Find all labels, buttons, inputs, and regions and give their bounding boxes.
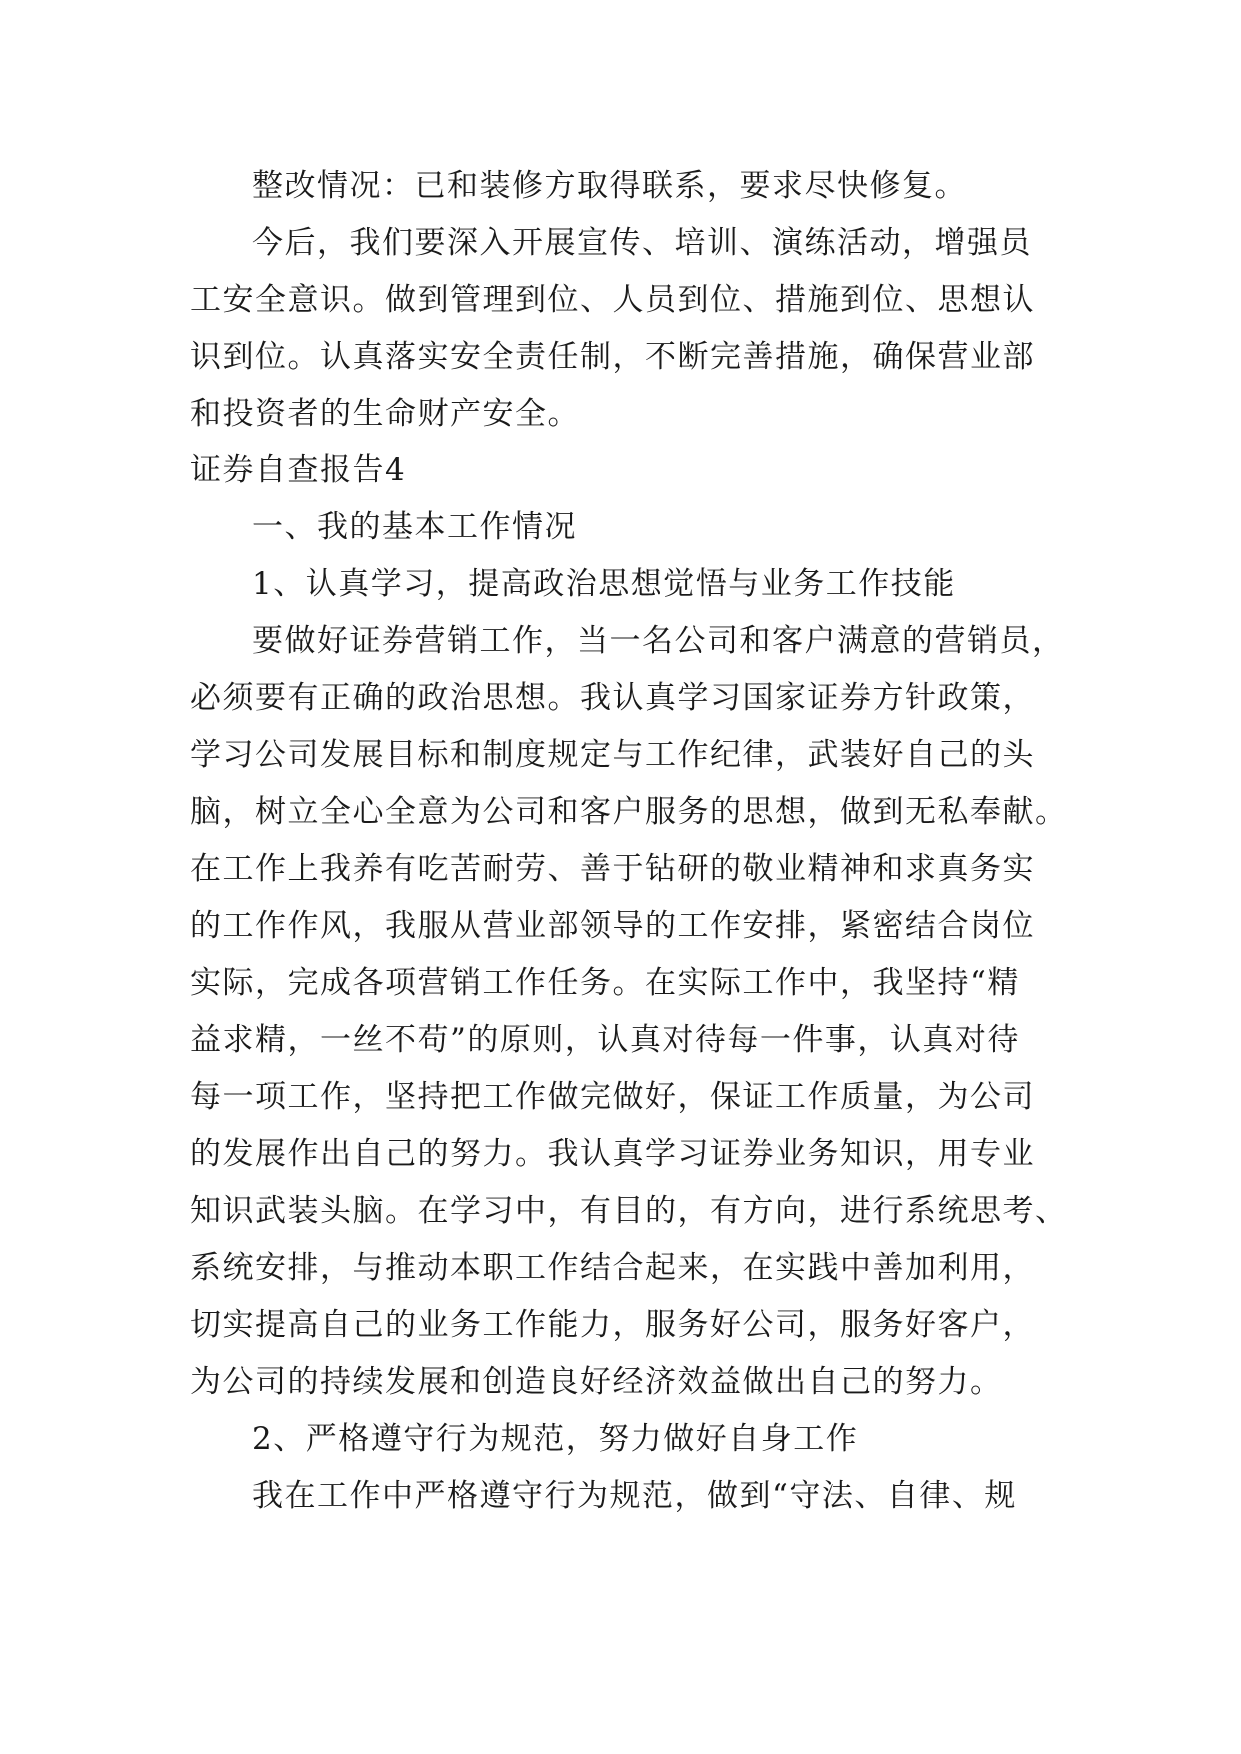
text-line: 识到位。认真落实安全责任制，不断完善措施，确保营业部 — [190, 339, 1035, 375]
text-line: 我在工作中严格遵守行为规范，做到“守法、自律、规 — [252, 1478, 1017, 1514]
text-line: 每一项工作，坚持把工作做完做好，保证工作质量，为公司 — [190, 1079, 1035, 1115]
text-line: 系统安排，与推动本职工作结合起来，在实践中善加利用， — [190, 1250, 1035, 1286]
text-line: 为公司的持续发展和创造良好经济效益做出自己的努力。 — [190, 1364, 1003, 1400]
text-line: 益求精，一丝不苟”的原则，认真对待每一件事，认真对待 — [190, 1022, 1020, 1058]
text-line: 脑，树立全心全意为公司和客户服务的思想，做到无私奉献。 — [190, 794, 1068, 830]
text-line: 实际，完成各项营销工作任务。在实际工作中，我坚持“精 — [190, 965, 1020, 1001]
text-line: 整改情况：已和装修方取得联系，要求尽快修复。 — [252, 168, 967, 204]
text-line: 切实提高自己的业务工作能力，服务好公司，服务好客户， — [190, 1307, 1035, 1343]
text-line: 知识武装头脑。在学习中，有目的，有方向，进行系统思考、 — [190, 1193, 1068, 1229]
subheading: 一、我的基本工作情况 — [252, 509, 577, 545]
text-line: 今后，我们要深入开展宣传、培训、演练活动，增强员 — [252, 225, 1032, 261]
section-heading: 证券自查报告4 — [190, 452, 407, 488]
subheading: 1、认真学习，提高政治思想觉悟与业务工作技能 — [252, 566, 956, 602]
subheading: 2、严格遵守行为规范，努力做好自身工作 — [252, 1421, 859, 1457]
text-line: 工安全意识。做到管理到位、人员到位、措施到位、思想认 — [190, 282, 1035, 318]
text-line: 的工作作风，我服从营业部领导的工作安排，紧密结合岗位 — [190, 908, 1035, 944]
text-line: 要做好证券营销工作，当一名公司和客户满意的营销员， — [252, 623, 1065, 659]
text-line: 的发展作出自己的努力。我认真学习证券业务知识，用专业 — [190, 1136, 1035, 1172]
text-line: 和投资者的生命财产安全。 — [190, 396, 580, 432]
text-line: 必须要有正确的政治思想。我认真学习国家证券方针政策， — [190, 680, 1035, 716]
text-line: 学习公司发展目标和制度规定与工作纪律，武装好自己的头 — [190, 737, 1035, 773]
text-line: 在工作上我养有吃苦耐劳、善于钻研的敬业精神和求真务实 — [190, 851, 1035, 887]
